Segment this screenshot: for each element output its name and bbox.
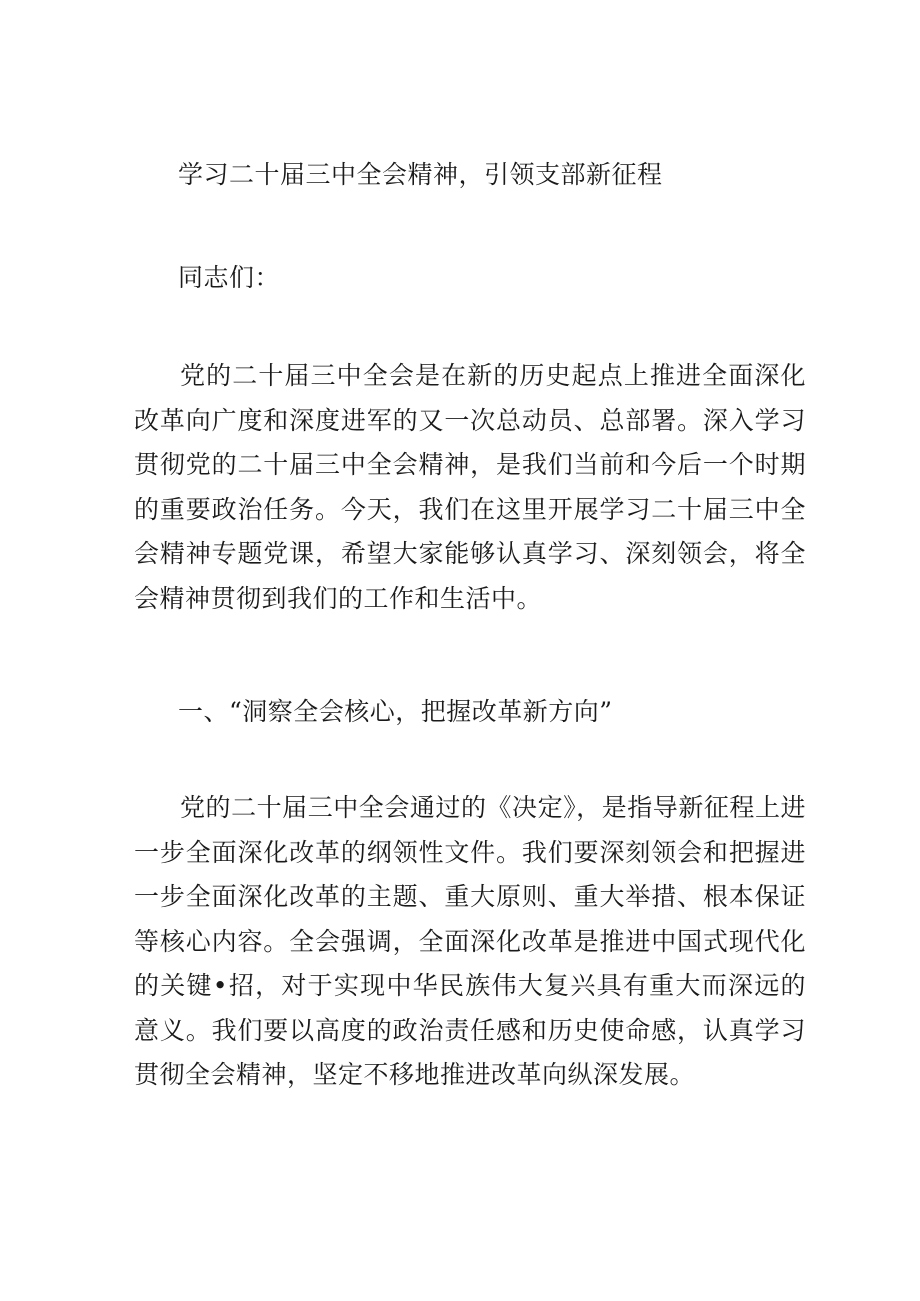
paragraph-intro: 党的二十届三中全会是在新的历史起点上推进全面深化改革向广度和深度进军的又一次总动员、总部署。深入学习贯彻党的二十届三中全会精神，是我们当前和今后一个时期的重要政治任务。今天，我们在这里开展学习二十届三中全会精神专题党课，希望大家能够认真学习、深刻领会，将全会精神贯彻到我们的工作和生活中。 (134, 361, 806, 613)
section-heading-1: 一、“洞察全会核心，把握改革新方向” (178, 697, 613, 726)
paragraph-section-1: 党的二十届三中全会通过的《决定》，是指导新征程上进一步全面深化改革的纲领性文件。我们要深刻领会和把握进一步全面深化改革的主题、重大原则、重大举措、根本保证等核心内容。全会强调，全面深化改革是推进中国式现代化的关键•招，对于实现中华民族伟大复兴具有重大而深远的意义。我们要以高度的政治责任感和历史使命感，认真学习贯彻全会精神，坚定不移地推进改革向纵深发展。 (134, 793, 806, 1089)
document-title: 学习二十届三中全会精神，引领支部新征程 (178, 160, 663, 189)
greeting: 同志们： (178, 263, 281, 292)
